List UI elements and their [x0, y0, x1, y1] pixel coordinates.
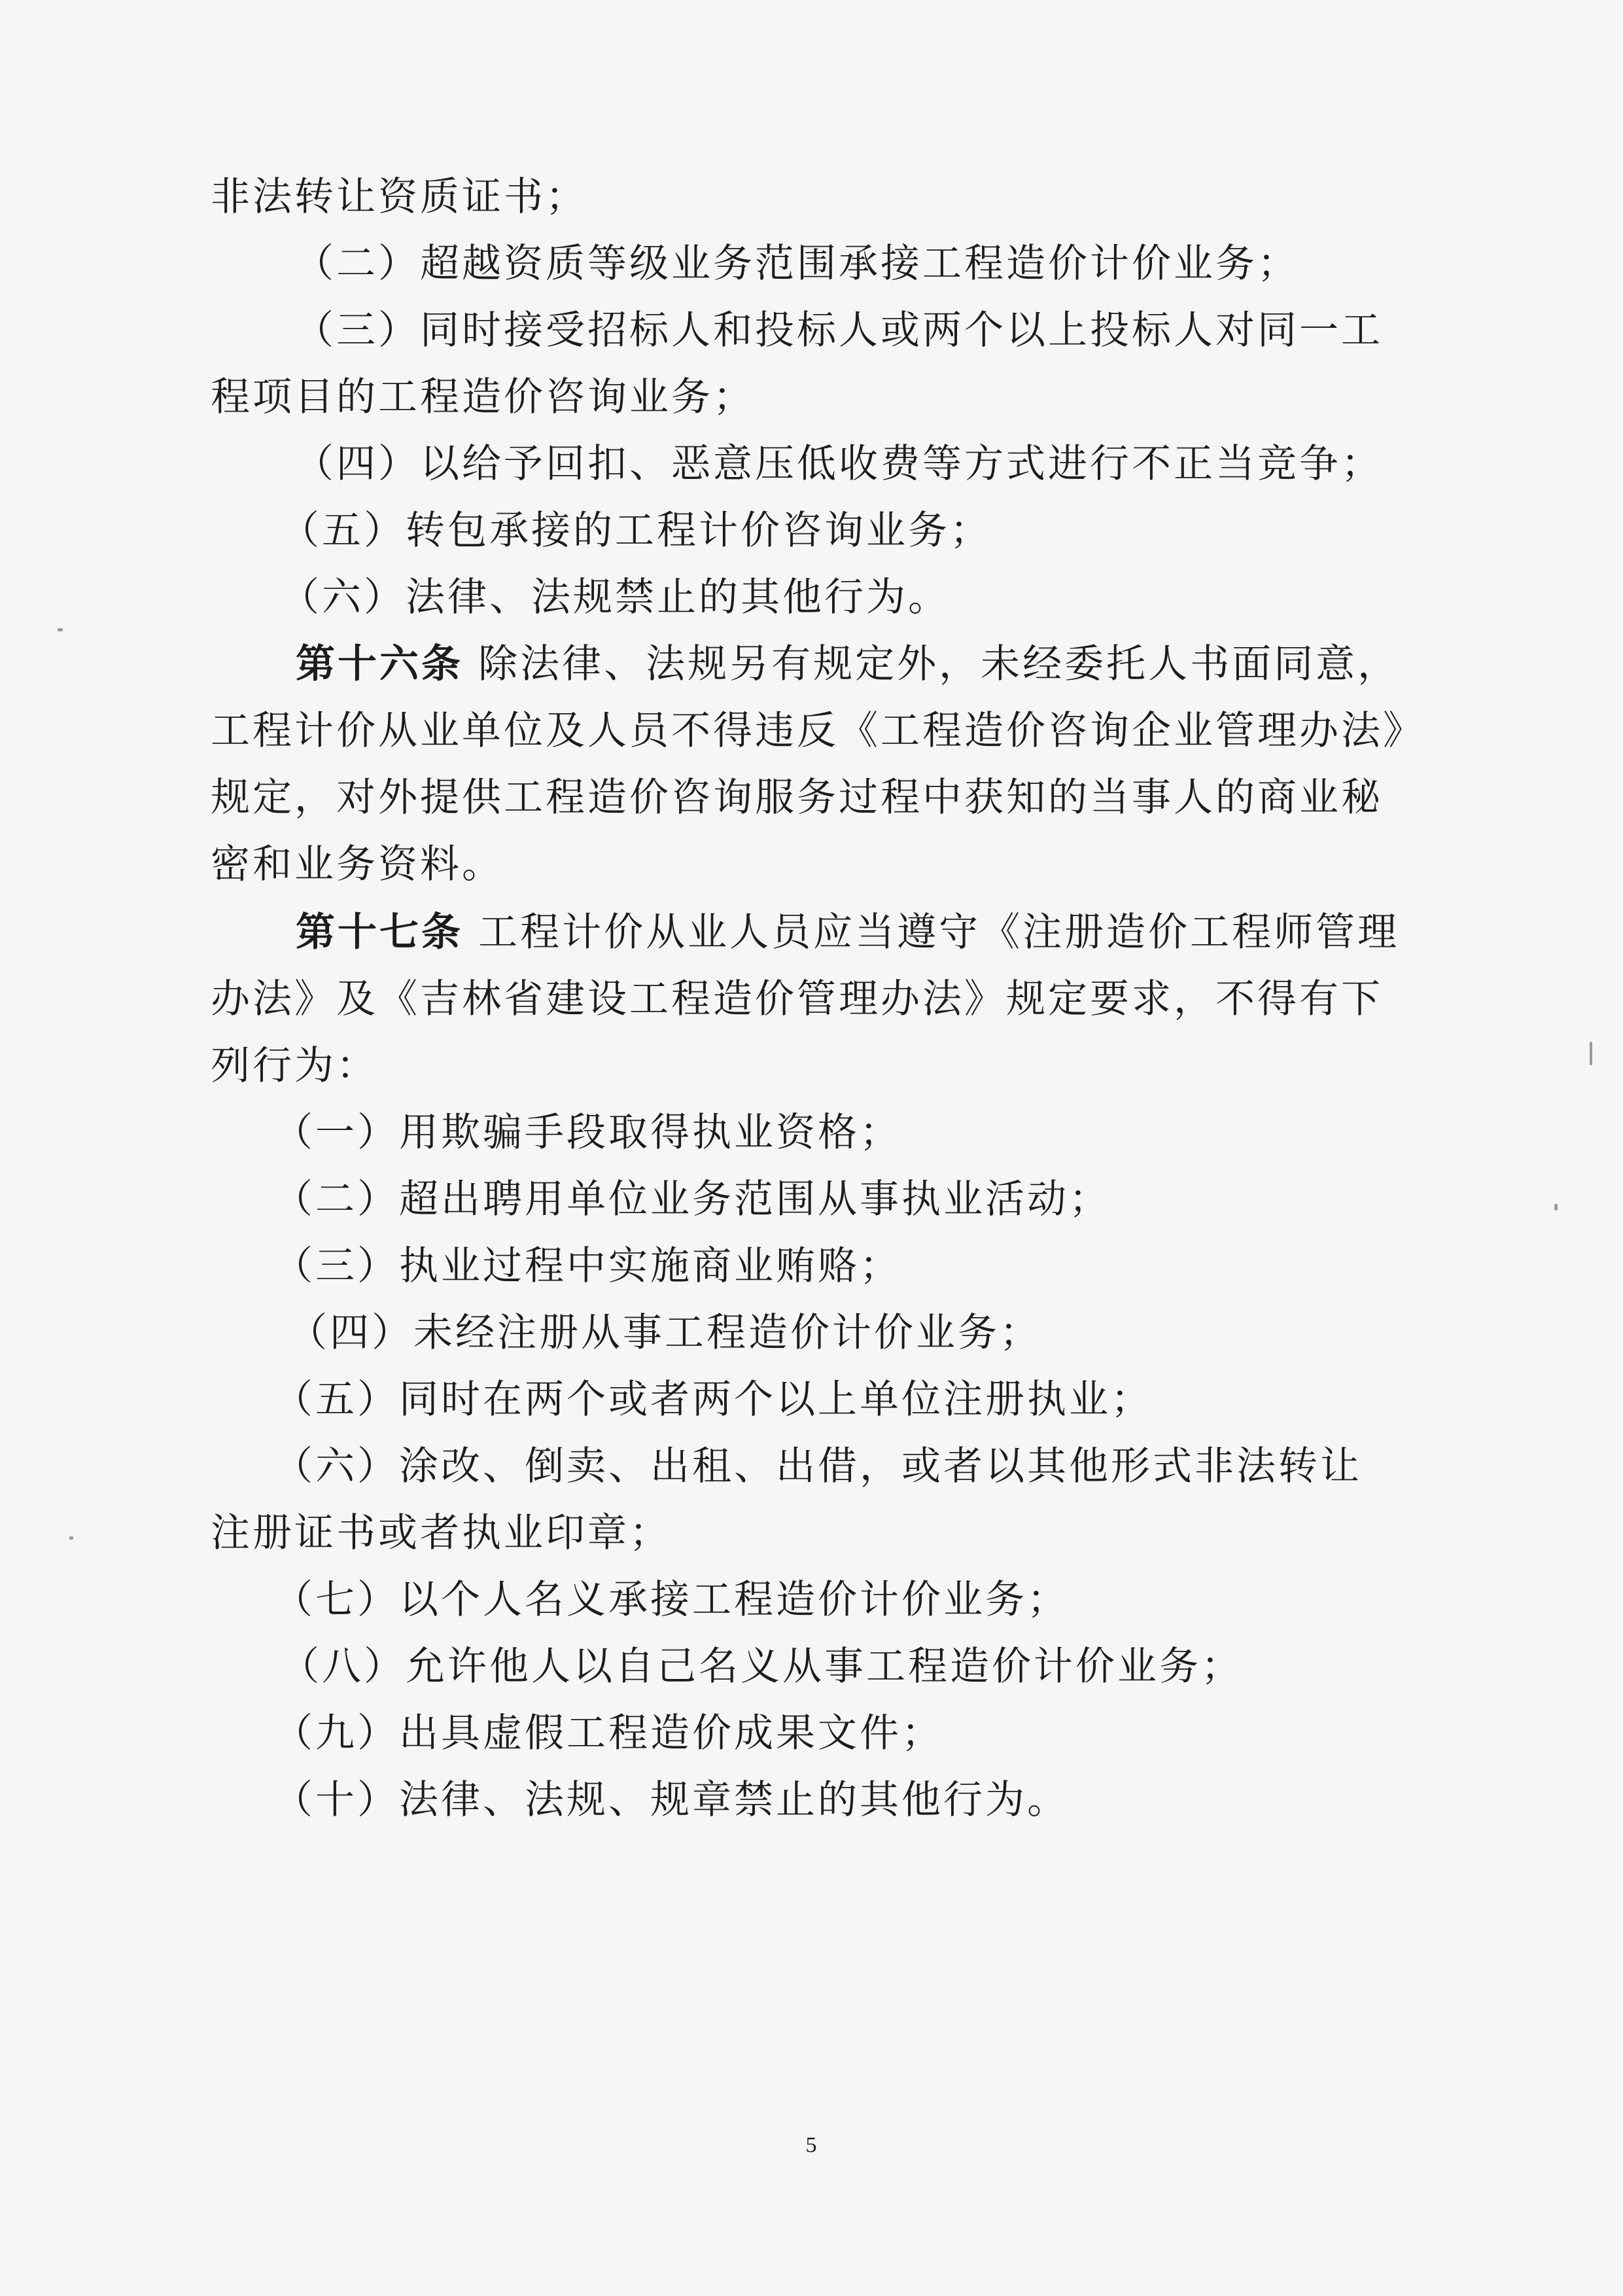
text-line: 办法》及《吉林省建设工程造价管理办法》规定要求，不得有下 [211, 976, 1383, 1022]
list-item: （三）同时接受招标人和投标人或两个以上投标人对同一工 [294, 308, 1383, 353]
list-item: （一）用欺骗手段取得执业资格； [273, 1110, 901, 1156]
text-line: 密和业务资料。 [211, 841, 504, 887]
list-item: （四）以给予回扣、恶意压低收费等方式进行不正当竞争； [294, 441, 1383, 487]
text-line: 程项目的工程造价咨询业务； [211, 374, 755, 420]
page-number: 5 [805, 2133, 817, 2157]
scan-speck [1590, 1042, 1592, 1065]
document-body [211, 164, 1440, 1833]
list-item: （六）法律、法规禁止的其他行为。 [280, 574, 950, 620]
list-item: （九）出具虚假工程造价成果文件； [273, 1710, 943, 1756]
list-item: （三）执业过程中实施商业贿赂； [273, 1243, 901, 1289]
list-item: （二）超越资质等级业务范围承接工程造价计价业务； [294, 241, 1299, 287]
text-line: 工程计价从业单位及人员不得违反《工程造价咨询企业管理办法》 [211, 708, 1425, 754]
scan-speck [69, 1536, 73, 1540]
article-16-heading: 第十六条 [296, 641, 463, 687]
scan-speck [58, 628, 63, 631]
list-item: （七）以个人名义承接工程造价计价业务； [273, 1577, 1069, 1623]
article-16-first-line [211, 631, 1440, 698]
article-16-text: 除法律、法规另有规定外，未经委托人书面同意， [478, 641, 1400, 687]
article-17-heading: 第十七条 [296, 910, 463, 955]
list-item: （五）转包承接的工程计价咨询业务； [280, 508, 992, 554]
list-item: （四）未经注册从事工程造价计价业务； [288, 1310, 1041, 1356]
article-17-text: 工程计价从业人员应当遵守《注册造价工程师管理 [478, 910, 1400, 955]
text-line: 规定，对外提供工程造价咨询服务过程中获知的当事人的商业秘 [211, 775, 1383, 821]
scan-speck [1554, 1204, 1558, 1210]
list-item: （五）同时在两个或者两个以上单位注册执业； [273, 1377, 1153, 1422]
text-line: 注册证书或者执业印章； [211, 1510, 671, 1556]
text-line: 列行为： [211, 1043, 378, 1089]
list-item: （六）涂改、倒卖、出租、出借，或者以其他形式非法转让 [273, 1443, 1362, 1489]
list-item: （十）法律、法规、规章禁止的其他行为。 [273, 1777, 1069, 1823]
list-item: （二）超出聘用单位业务范围从事执业活动； [273, 1176, 1111, 1222]
text-line: 非法转让资质证书； [211, 174, 587, 220]
list-item: （八）允许他人以自己名义从事工程造价计价业务； [280, 1644, 1243, 1689]
article-17-first-line [211, 899, 1440, 966]
